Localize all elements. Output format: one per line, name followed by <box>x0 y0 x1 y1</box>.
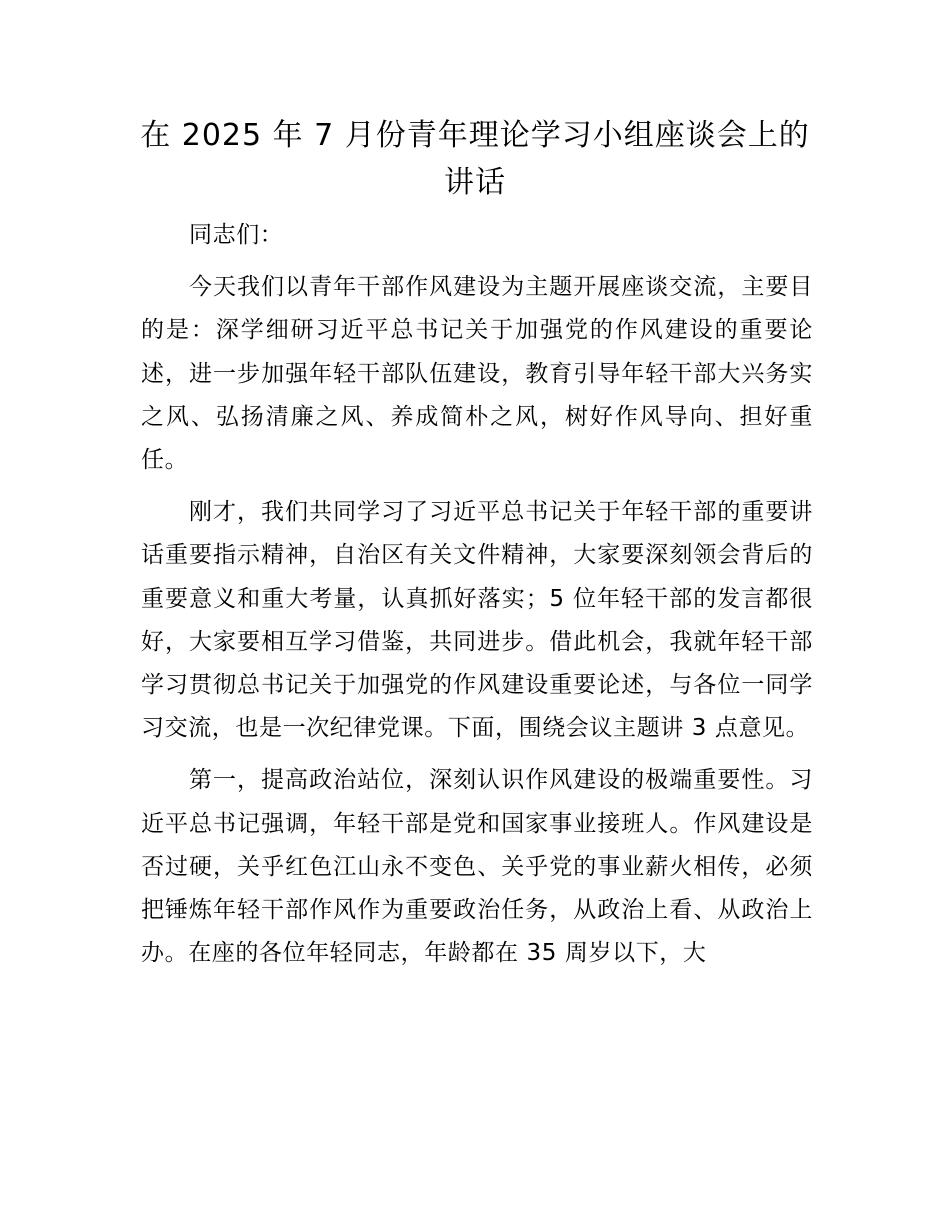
paragraph-point-one: 第一，提高政治站位，深刻认识作风建设的极端重要性。习近平总书记强调，年轻干部是党和国家事业接班人。作风建设是否过硬，关乎红色江山永不变色、关乎党的事业薪火相传，必须把锤炼年轻干部作风作为重要政治任务，从政治上看、从政治上办。在座的各位年轻同志，年龄都在 35 周岁以下，大 <box>141 767 813 967</box>
paragraph-study-summary: 刚才，我们共同学习了习近平总书记关于年轻干部的重要讲话重要指示精神，自治区有关文件精神，大家要深刻领会背后的重要意义和重大考量，认真抓好落实；5 位年轻干部的发言都很好，大家要相互学习借鉴，共同进步。借此机会，我就年轻干部学习贯彻总书记关于加强党的作风建设重要论述，与各位一同学习交流，也是一次纪律党课。下面，围绕会议主题讲 3 点意见。 <box>141 499 813 742</box>
document-title: 在 2025 年 7 月份青年理论学习小组座谈会上的讲话 <box>140 118 810 200</box>
salutation: 同志们： <box>189 222 284 248</box>
paragraph-intro: 今天我们以青年干部作风建设为主题开展座谈交流，主要目的是：深学细研习近平总书记关于加强党的作风建设的重要论述，进一步加强年轻干部队伍建设，教育引导年轻干部大兴务实之风、弘扬清廉之风、养成简朴之风，树好作风导向、担好重任。 <box>141 274 813 474</box>
document-body <box>141 214 813 984</box>
